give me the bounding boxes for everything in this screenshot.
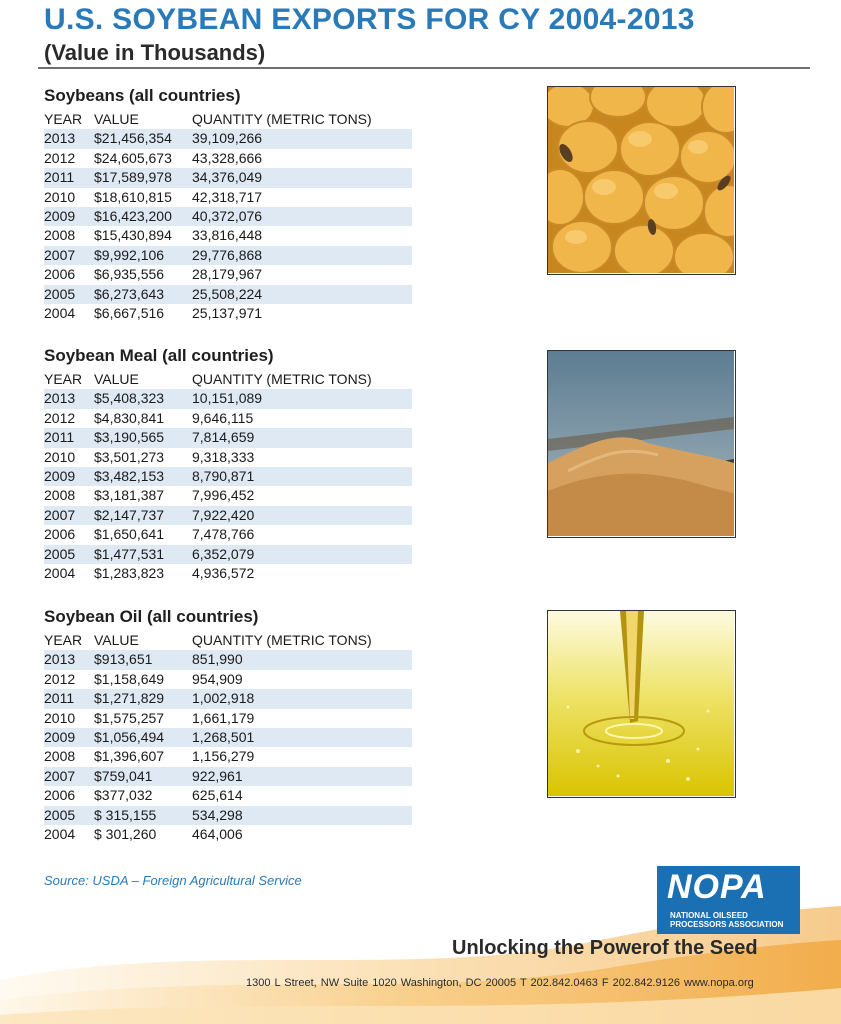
table-row [44, 246, 412, 265]
table-header-row [44, 631, 412, 650]
year-cell: 2006 [44, 526, 76, 543]
value-cell: $1,158,649 [94, 670, 165, 687]
table-row [44, 188, 412, 207]
table-row [44, 304, 412, 323]
value-cell: $9,992,106 [94, 246, 165, 263]
year-cell: 2004 [44, 825, 76, 842]
quantity-cell: 1,002,918 [192, 690, 255, 707]
year-cell: 2005 [44, 806, 76, 823]
quantity-cell: 7,478,766 [192, 526, 255, 543]
value-cell: $4,830,841 [94, 409, 165, 426]
value-cell: $3,190,565 [94, 429, 165, 446]
year-cell: 2006 [44, 787, 76, 804]
quantity-cell: 464,006 [192, 825, 243, 842]
section-title: Soybeans (all countries) [44, 86, 241, 105]
table-row [44, 149, 412, 168]
table-row [44, 467, 412, 486]
table-row [44, 448, 412, 467]
year-cell: 2011 [44, 429, 75, 446]
table-row [44, 767, 412, 786]
value-cell: $3,181,387 [94, 487, 165, 504]
year-cell: 2004 [44, 304, 76, 321]
value-cell: $1,650,641 [94, 526, 165, 543]
table-row [44, 670, 412, 689]
contact-address: 1300 L Street, NW Suite 1020 Washington, DC 20005 T 202.842.0463 F 202.842.9126 www.nopa.org [246, 977, 754, 989]
value-cell: $3,501,273 [94, 448, 165, 465]
value-cell: $6,935,556 [94, 266, 165, 283]
soybean-oil-photo [547, 610, 736, 798]
value-cell: $913,651 [94, 651, 153, 668]
quantity-cell: 34,376,049 [192, 169, 263, 186]
quantity-cell: 29,776,868 [192, 246, 263, 263]
quantity-cell: 43,328,666 [192, 149, 263, 166]
quantity-cell: 25,137,971 [192, 304, 263, 321]
column-header-quantity: QUANTITY (METRIC TONS) [192, 111, 372, 127]
table-header-row [44, 110, 412, 129]
quantity-cell: 7,814,659 [192, 429, 255, 446]
column-header-year: YEAR [44, 111, 83, 127]
quantity-cell: 7,922,420 [192, 506, 255, 523]
page-title: U.S. SOYBEAN EXPORTS FOR CY 2004-2013 [44, 3, 695, 36]
year-cell: 2007 [44, 767, 76, 784]
title-divider [38, 67, 810, 69]
value-cell: $15,430,894 [94, 227, 172, 244]
value-cell: $3,482,153 [94, 467, 165, 484]
table-row [44, 226, 412, 245]
quantity-cell: 534,298 [192, 806, 243, 823]
value-cell: $2,147,737 [94, 506, 165, 523]
year-cell: 2008 [44, 748, 76, 765]
year-cell: 2008 [44, 227, 76, 244]
value-cell: $1,271,829 [94, 690, 165, 707]
year-cell: 2012 [44, 149, 76, 166]
table-row [44, 129, 412, 148]
table-row [44, 506, 412, 525]
year-cell: 2010 [44, 188, 76, 205]
value-cell: $1,056,494 [94, 728, 165, 745]
table-row [44, 486, 412, 505]
quantity-cell: 39,109,266 [192, 130, 263, 147]
year-cell: 2011 [44, 690, 75, 707]
column-header-value: VALUE [94, 111, 139, 127]
table-row [44, 168, 412, 187]
year-cell: 2007 [44, 506, 76, 523]
value-cell: $1,477,531 [94, 545, 165, 562]
table-row [44, 825, 412, 844]
column-header-value: VALUE [94, 371, 139, 387]
table-row [44, 389, 412, 408]
year-cell: 2004 [44, 564, 76, 581]
column-header-year: YEAR [44, 371, 83, 387]
quantity-cell: 33,816,448 [192, 227, 263, 244]
year-cell: 2009 [44, 728, 76, 745]
table-row [44, 409, 412, 428]
value-cell: $759,041 [94, 767, 153, 784]
quantity-cell: 4,936,572 [192, 564, 255, 581]
table-row [44, 709, 412, 728]
section-title: Soybean Oil (all countries) [44, 607, 259, 626]
year-cell: 2012 [44, 670, 76, 687]
quantity-cell: 625,614 [192, 787, 243, 804]
quantity-cell: 9,646,115 [192, 409, 254, 426]
tagline: Unlocking the Powerof the Seed [452, 937, 758, 959]
year-cell: 2013 [44, 390, 76, 407]
quantity-cell: 954,909 [192, 670, 243, 687]
quantity-cell: 1,268,501 [192, 728, 255, 745]
page-subtitle: (Value in Thousands) [44, 40, 266, 65]
column-header-year: YEAR [44, 632, 83, 648]
quantity-cell: 10,151,089 [192, 390, 263, 407]
year-cell: 2006 [44, 266, 76, 283]
data-table [44, 631, 412, 844]
data-table [44, 370, 412, 583]
table-row [44, 650, 412, 669]
quantity-cell: 28,179,967 [192, 266, 263, 283]
quantity-cell: 40,372,076 [192, 207, 263, 224]
year-cell: 2009 [44, 467, 76, 484]
year-cell: 2010 [44, 709, 76, 726]
nopa-logo [657, 866, 800, 934]
quantity-cell: 9,318,333 [192, 448, 255, 465]
table-row [44, 545, 412, 564]
source-note: Source: USDA – Foreign Agricultural Service [44, 873, 302, 888]
year-cell: 2005 [44, 285, 76, 302]
quantity-cell: 8,790,871 [192, 467, 255, 484]
column-header-quantity: QUANTITY (METRIC TONS) [192, 371, 372, 387]
logo-subtitle [670, 911, 783, 929]
logo-wordmark: NOPA [667, 868, 767, 906]
table-row [44, 806, 412, 825]
soybean-meal-section [44, 344, 414, 583]
soybeans-photo [547, 86, 736, 275]
section-title: Soybean Meal (all countries) [44, 346, 274, 365]
quantity-cell: 1,156,279 [192, 748, 255, 765]
value-cell: $1,396,607 [94, 748, 165, 765]
year-cell: 2005 [44, 545, 76, 562]
value-cell: $ 301,260 [94, 825, 157, 842]
value-cell: $1,283,823 [94, 564, 165, 581]
soybean-oil-section [44, 605, 414, 844]
table-row [44, 786, 412, 805]
soybeans-section [44, 84, 414, 323]
year-cell: 2008 [44, 487, 76, 504]
table-row [44, 207, 412, 226]
column-header-quantity: QUANTITY (METRIC TONS) [192, 632, 372, 648]
value-cell: $21,456,354 [94, 130, 172, 147]
quantity-cell: 1,661,179 [192, 709, 255, 726]
year-cell: 2009 [44, 207, 76, 224]
year-cell: 2013 [44, 651, 76, 668]
year-cell: 2007 [44, 246, 76, 263]
table-header-row [44, 370, 412, 389]
table-row [44, 525, 412, 544]
logo-subtitle-line-1: NATIONAL OILSEED [670, 911, 748, 920]
quantity-cell: 42,318,717 [192, 188, 263, 205]
quantity-cell: 851,990 [192, 651, 243, 668]
column-header-value: VALUE [94, 632, 139, 648]
soybean-meal-photo [547, 350, 736, 538]
table-row [44, 747, 412, 766]
data-table [44, 110, 412, 323]
year-cell: 2010 [44, 448, 76, 465]
value-cell: $1,575,257 [94, 709, 165, 726]
year-cell: 2011 [44, 169, 75, 186]
table-row [44, 564, 412, 583]
year-cell: 2013 [44, 130, 76, 147]
value-cell: $ 315,155 [94, 806, 157, 823]
value-cell: $24,605,673 [94, 149, 172, 166]
quantity-cell: 25,508,224 [192, 285, 263, 302]
year-cell: 2012 [44, 409, 76, 426]
table-row [44, 689, 412, 708]
value-cell: $6,667,516 [94, 304, 165, 321]
value-cell: $6,273,643 [94, 285, 165, 302]
quantity-cell: 6,352,079 [192, 545, 255, 562]
table-row [44, 728, 412, 747]
value-cell: $377,032 [94, 787, 153, 804]
value-cell: $16,423,200 [94, 207, 172, 224]
quantity-cell: 922,961 [192, 767, 243, 784]
quantity-cell: 7,996,452 [192, 487, 255, 504]
table-row [44, 285, 412, 304]
value-cell: $18,610,815 [94, 188, 172, 205]
logo-subtitle-line-2: PROCESSORS ASSOCIATION [670, 920, 784, 929]
value-cell: $17,589,978 [94, 169, 172, 186]
value-cell: $5,408,323 [94, 390, 165, 407]
table-row [44, 428, 412, 447]
table-row [44, 265, 412, 284]
